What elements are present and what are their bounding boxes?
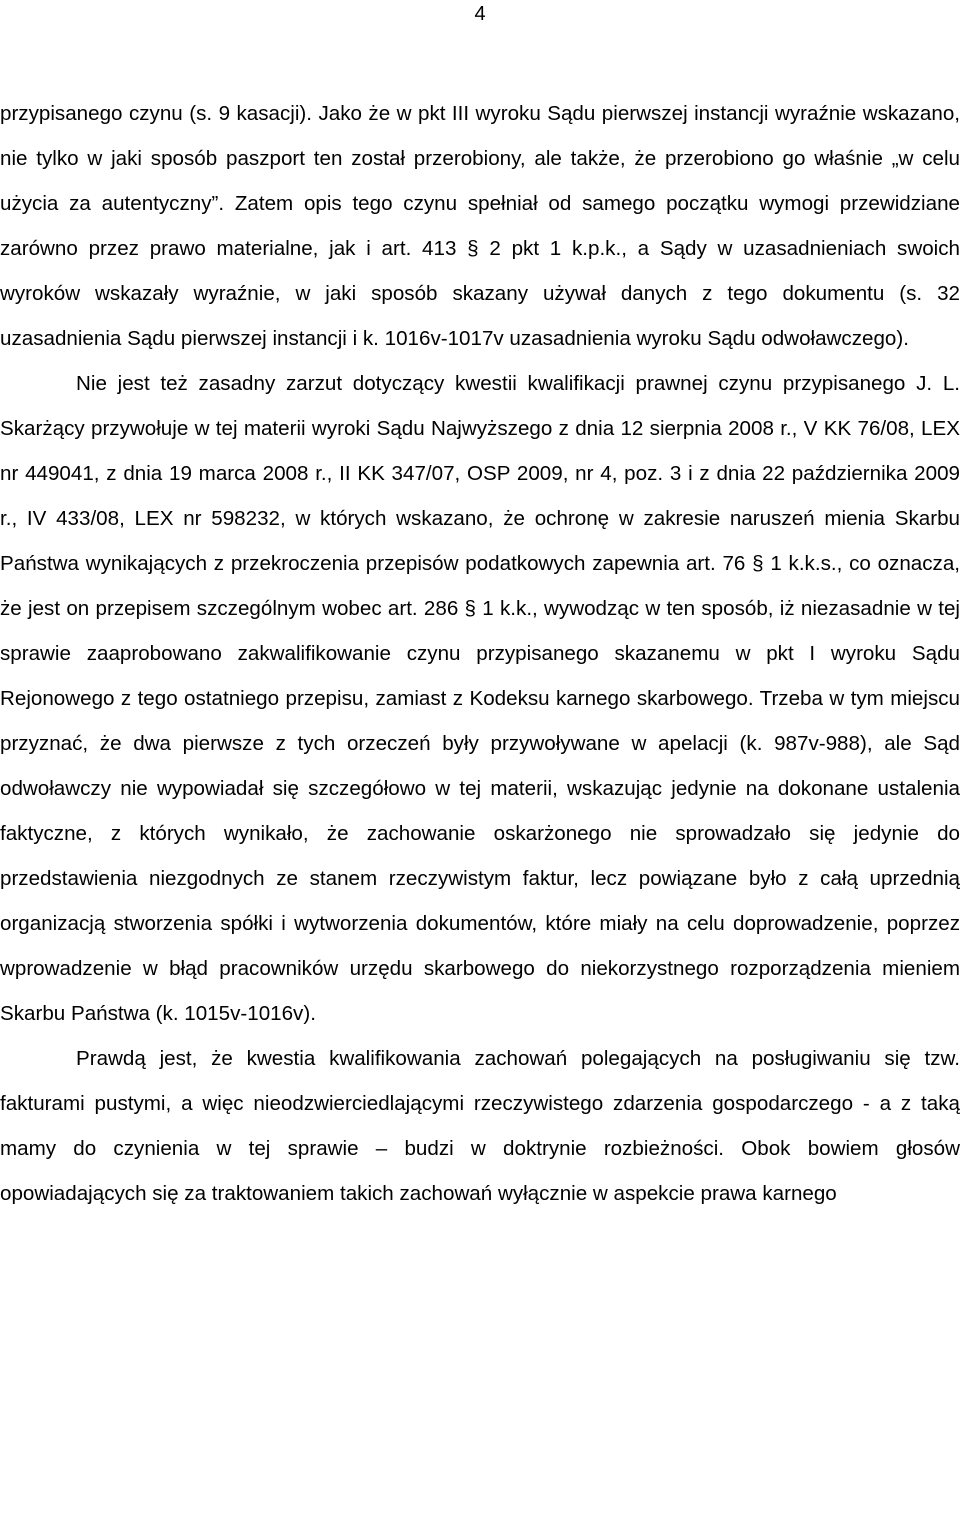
paragraph-empty-invoices: Prawdą jest, że kwestia kwalifikowania zachowań polegających na posługiwaniu się tzw. fakturami pustymi, a więc nieodzwierciedlającymi rzeczywistego zdarzenia gospodarczego - a z taką mamy do czynienia w tej sprawie – budzi w doktrynie rozbieżności. Obok bowiem głosów opowiadających się za traktowaniem takich zachowań wyłącznie w aspekcie prawa karnego — [0, 1047, 960, 1205]
paragraph-qualification-argument: Nie jest też zasadny zarzut dotyczący kwestii kwalifikacji prawnej czynu przypisanego J. L. Skarżący przywołuje w tej materii wyroki Sądu Najwyższego z dnia 12 sierpnia 2008 r., V KK 76/08, LEX nr 449041, z dnia 19 marca 2008 r., II KK 347/07, OSP 2009, nr 4, poz. 3 i z dnia 22 października 2009 r., IV 433/08, LEX nr 598232, w których wskazano, że ochronę w zakresie naruszeń mienia Skarbu Państwa wynikających z przekroczenia przepisów podatkowych zapewnia art. 76 § 1 k.k.s., co oznacza, że jest on przepisem szczególnym wobec art. 286 § 1 k.k., wywodząc w ten sposób, iż niezasadnie w tej sprawie zaaprobowano zakwalifikowanie czynu przypisanego skazanemu w pkt I wyroku Sądu Rejonowego z tego ostatniego przepisu, zamiast z Kodeksu karnego skarbowego. Trzeba w tym miejscu przyznać, że dwa pierwsze z tych orzeczeń były przywoływane w apelacji (k. 987v-988), ale Sąd odwoławczy nie wypowiadał się szczegółowo w tej materii, wskazując jedynie na dokonane ustalenia faktyczne, z których wynikało, że zachowanie oskarżonego nie sprowadzało się jedynie do przedstawienia niezgodnych ze stanem rzeczywistym faktur, lecz powiązane było z całą uprzednią organizacją stworzenia spółki i wytworzenia dokumentów, które miały na celu doprowadzenie, poprzez wprowadzenie w błąd pracowników urzędu skarbowego do niekorzystnego rozporządzenia mieniem Skarbu Państwa (k. 1015v-1016v). — [0, 372, 960, 1025]
page-number: 4 — [474, 3, 486, 25]
document-body — [0, 91, 960, 1216]
paragraph-continuation: przypisanego czynu (s. 9 kasacji). Jako że w pkt III wyroku Sądu pierwszej instancji wyraźnie wskazano, nie tylko w jaki sposób paszport ten został przerobiony, ale także, że przerobiono go właśnie „w celu użycia za autentyczny”. Zatem opis tego czynu spełniał od samego początku wymogi przewidziane zarówno przez prawo materialne, jak i art. 413 § 2 pkt 1 k.p.k., a Sądy w uzasadnieniach swoich wyroków wskazały wyraźnie, w jaki sposób skazany używał danych z tego dokumentu (s. 32 uzasadnienia Sądu pierwszej instancji i k. 1016v-1017v uzasadnienia wyroku Sądu odwoławczego). — [0, 102, 960, 350]
